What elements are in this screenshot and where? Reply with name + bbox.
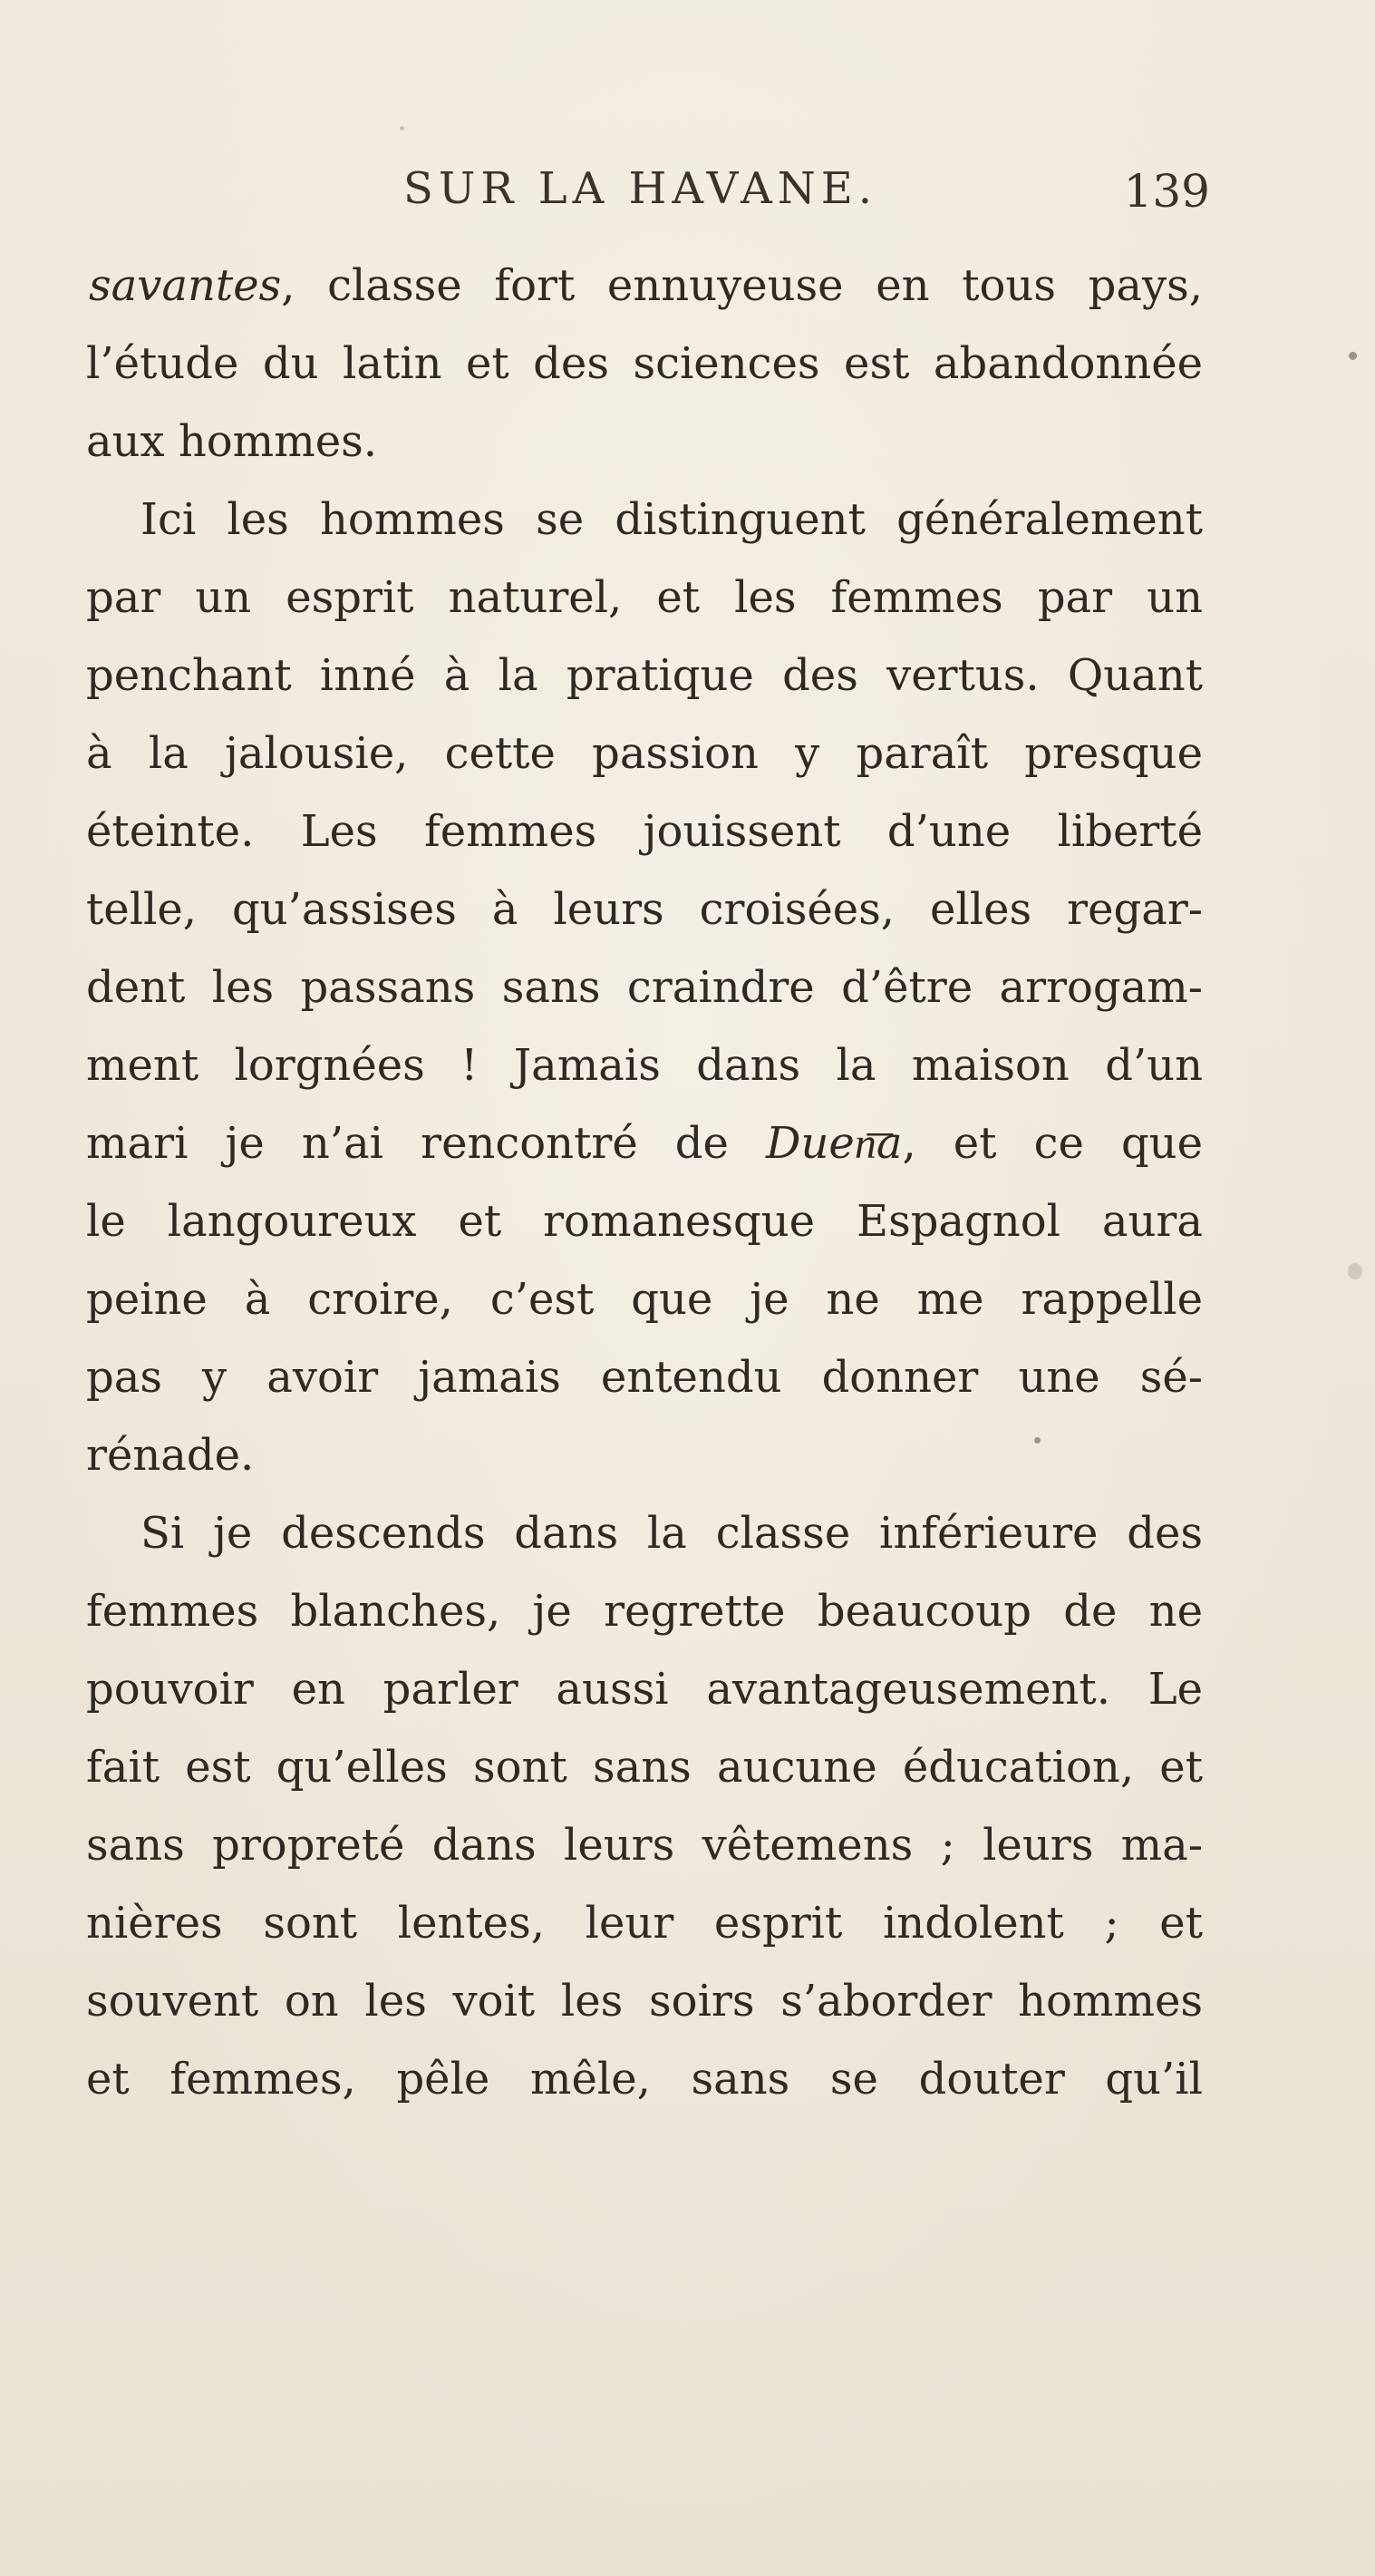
text-line: fait est qu’elles sont sans aucune éducation, et	[86, 1742, 1203, 1793]
text-line: par un esprit naturel, et les femmes par un	[86, 572, 1203, 623]
text-line: nières sont lentes, leur esprit indolent ; et	[86, 1898, 1203, 1949]
text-line: femmes blanches, je regrette beaucoup de ne	[86, 1586, 1203, 1637]
paper-speck	[400, 126, 404, 131]
text-line: éteinte. Les femmes jouissent d’une liberté	[86, 806, 1203, 857]
text-line: sans propreté dans leurs vêtemens ; leurs ma-	[86, 1820, 1203, 1871]
text-line: aux hommes.	[86, 416, 377, 467]
text-line: Si je descends dans la classe inférieure des	[140, 1508, 1203, 1559]
text-line: souvent on les voit les soirs s’aborder hommes	[86, 1976, 1203, 2027]
text-line: le langoureux et romanesque Espagnol aura	[86, 1196, 1203, 1247]
paper-speck	[1034, 1437, 1041, 1444]
text-line: Ici les hommes se distinguent généralement	[140, 494, 1203, 545]
text-line: dent les passans sans craindre d’être arrogam-	[86, 962, 1203, 1013]
text-line: et femmes, pêle mêle, sans se douter qu’il	[86, 2054, 1203, 2105]
text-line: penchant inné à la pratique des vertus. Quant	[86, 650, 1203, 701]
paper-speck	[1349, 352, 1357, 360]
text-line: pouvoir en parler aussi avantageusement. Le	[86, 1664, 1203, 1715]
text-line: pas y avoir jamais entendu donner une sé-	[86, 1352, 1203, 1403]
paper-speck	[1348, 1263, 1362, 1279]
text-line: ment lorgnées ! Jamais dans la maison d’un	[86, 1040, 1203, 1091]
text-line: à la jalousie, cette passion y paraît presque	[86, 728, 1203, 779]
text-line: mari je n’ai rencontré de Duen͞a, et ce que	[86, 1118, 1203, 1169]
body-text	[86, 247, 1203, 2118]
text-line: l’étude du latin et des sciences est abandonnée	[86, 338, 1203, 389]
page-number: 139	[1123, 165, 1210, 218]
text-line: telle, qu’assises à leurs croisées, elles regar-	[86, 884, 1203, 935]
text-line: savantes, classe fort ennuyeuse en tous pays,	[89, 260, 1203, 311]
text-line: rénade.	[86, 1430, 255, 1481]
page-header	[86, 154, 1210, 227]
running-title: SUR LA HAVANE.	[403, 163, 878, 214]
text-line: peine à croire, c’est que je ne me rappelle	[86, 1274, 1203, 1325]
